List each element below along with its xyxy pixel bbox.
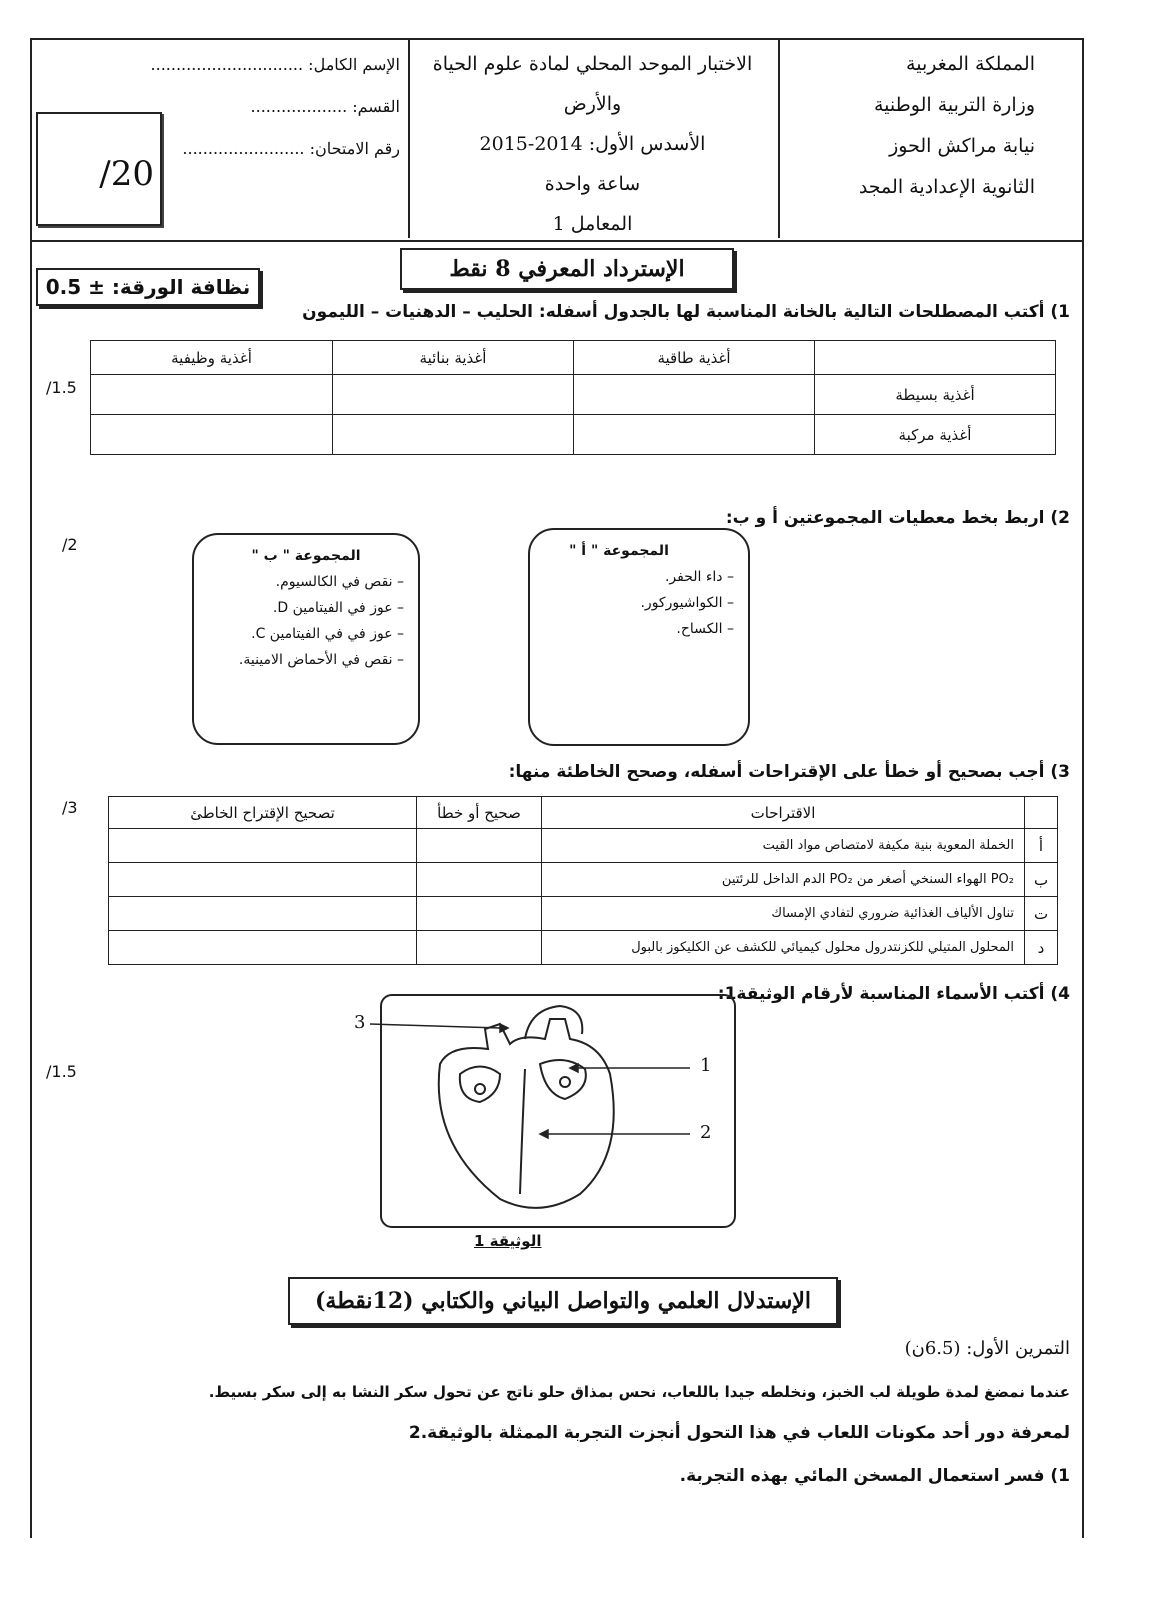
exam-title: الاختبار الموحد المحلي لمادة علوم الحياة — [432, 53, 753, 75]
q2-text: 2) اربط بخط معطيات المجموعتين أ و ب: — [725, 508, 1070, 528]
group-b-item: – نقص في الأحماض الامينية. — [238, 652, 404, 668]
arrow-3 — [370, 1024, 500, 1028]
q3-row-letter: أ — [1025, 829, 1058, 863]
q3-col-true-false: صحيح أو خطأ — [417, 797, 542, 829]
arrow-3-head — [500, 1024, 508, 1032]
exam-coefficient: المعامل 1 — [552, 213, 633, 235]
q3-text: 3) أجب بصحيح أو خطأ على الإقتراحات أسفله، وصحح الخاطئة منها: — [508, 762, 1070, 782]
q1-mark: /1.5 — [46, 378, 77, 397]
q1-col-building: أغذية بنائية — [333, 341, 574, 375]
q1-row-compound: أغذية مركبة — [815, 415, 1056, 455]
group-b-item: – نقص في الكالسيوم. — [275, 574, 404, 590]
q3-col-letter — [1025, 797, 1058, 829]
header-divider-left — [408, 38, 410, 238]
q1-cell[interactable] — [91, 375, 333, 415]
heart-septum — [520, 1069, 525, 1194]
q3-answer-cell[interactable] — [417, 829, 542, 863]
q3-correction-cell[interactable] — [109, 863, 417, 897]
group-b-box — [192, 533, 420, 745]
group-a-box — [528, 528, 750, 746]
q3-correction-cell[interactable] — [109, 829, 417, 863]
valve-right — [560, 1077, 570, 1087]
right-atrium-wall — [540, 1060, 586, 1099]
arrow-1-head — [570, 1064, 578, 1072]
arrow-2-head — [540, 1130, 548, 1138]
q4-mark: /1.5 — [46, 1062, 77, 1081]
group-b-item: – عوز في في الفيتامين C. — [251, 626, 404, 642]
q3-col-proposals: الاقتراحات — [542, 797, 1025, 829]
header-delegation: نيابة مراكش الحوز — [889, 135, 1035, 157]
header-ministry: وزارة التربية الوطنية — [874, 94, 1035, 116]
q3-answer-cell[interactable] — [417, 897, 542, 931]
q1-cell[interactable] — [574, 375, 815, 415]
exam-semester: الأسدس الأول: 2014-2015 — [479, 133, 706, 155]
q1-row-simple: أغذية بسيطة — [815, 375, 1056, 415]
group-a-title: المجموعة " أ " — [569, 543, 669, 559]
label-2: 2 — [700, 1122, 712, 1143]
header-center — [415, 44, 770, 244]
q3-row-letter: د — [1025, 931, 1058, 965]
full-name-field[interactable]: الإسم الكامل: .............................. — [150, 55, 400, 74]
class-field[interactable]: القسم: ................... — [250, 97, 400, 116]
q1-table — [90, 340, 1056, 455]
exam-subject-cont: والأرض — [563, 93, 622, 115]
exercise1-question1: 1) فسر استعمال المسخن المائي بهذه التجربة. — [679, 1466, 1070, 1486]
exam-duration: ساعة واحدة — [544, 173, 641, 195]
q1-text: 1) أكتب المصطلحات التالية بالخانة المناسبة لها بالجدول أسفله: الحليب – الدهنيات – الليمون — [302, 302, 1070, 322]
exercise1-paragraph1: عندما نمضغ لمدة طويلة لب الخبز، ونخلطه جيدا باللعاب، نحس بمذاق حلو ناتج عن تحول سكر النشا به إلى سكر بسيط. — [208, 1383, 1070, 1401]
header-school: الثانوية الإعدادية المجد — [858, 176, 1035, 198]
group-b-title: المجموعة " ب " — [251, 548, 361, 564]
heart-outline — [439, 1019, 614, 1208]
section2-title: الإستدلال العلمي والتواصل البياني والكتابي (12نقطة) — [288, 1277, 838, 1325]
valve-left — [475, 1084, 485, 1094]
q3-row-text: PO₂ الهواء السنخي أصغر من PO₂ الدم الداخل للرئتين — [542, 863, 1025, 897]
q1-cell[interactable] — [333, 415, 574, 455]
q3-row-text: تناول الألياف الغذائية ضروري لتفادي الإمساك — [542, 897, 1025, 931]
neatness-box: نظافة الورقة: ± 0.5 — [36, 268, 260, 306]
q3-row-text: الخملة المعوية بنية مكيفة لامتصاص مواد القيت — [542, 829, 1025, 863]
score-box — [36, 112, 162, 226]
q2-mark: /2 — [62, 535, 78, 554]
exercise1-paragraph2: لمعرفة دور أحد مكونات اللعاب في هذا التحول أنجزت التجربة الممثلة بالوثيقة.2 — [408, 1423, 1070, 1443]
group-b-item: – عوز في الفيتامين D. — [272, 600, 404, 616]
q3-answer-cell[interactable] — [417, 931, 542, 965]
exercise1-title: التمرين الأول: (6.5ن) — [904, 1338, 1070, 1359]
q3-row-text: المحلول المتيلي للكزنتدرول محلول كيميائي للكشف عن الكليكوز بالبول — [542, 931, 1025, 965]
q3-correction-cell[interactable] — [109, 897, 417, 931]
q3-mark: /3 — [62, 798, 78, 817]
q3-col-correction: تصحيح الإقتراح الخاطئ — [109, 797, 417, 829]
group-a-item: – الكساح. — [676, 621, 734, 637]
q1-cell[interactable] — [91, 415, 333, 455]
document1-caption: الوثيقة 1 — [474, 1232, 542, 1250]
q3-answer-cell[interactable] — [417, 863, 542, 897]
header-kingdom: المملكة المغربية — [906, 53, 1035, 75]
score-value: /20 — [99, 154, 154, 194]
group-a-item: – الكواشيوركور. — [640, 595, 734, 611]
group-a-item: – داء الحفر. — [664, 569, 734, 585]
q3-correction-cell[interactable] — [109, 931, 417, 965]
exam-number-field[interactable]: رقم الامتحان: ........................ — [182, 139, 400, 158]
q1-col-empty — [815, 341, 1056, 375]
q1-col-functional: أغذية وظيفية — [91, 341, 333, 375]
q4-text: 4) أكتب الأسماء المناسبة لأرقام الوثيقة1: — [717, 984, 1070, 1004]
q1-cell[interactable] — [333, 375, 574, 415]
aorta-arch — [525, 1006, 582, 1039]
section1-title: الإسترداد المعرفي 8 نقط — [400, 248, 734, 290]
q3-table — [108, 796, 1058, 965]
header-divider-right — [778, 38, 780, 238]
heart-diagram — [350, 994, 770, 1224]
header-right — [790, 44, 1035, 208]
label-1: 1 — [700, 1055, 712, 1076]
q1-col-energy: أغذية طاقية — [574, 341, 815, 375]
q3-row-letter: ت — [1025, 897, 1058, 931]
q1-cell[interactable] — [574, 415, 815, 455]
label-3: 3 — [354, 1012, 366, 1033]
q3-row-letter: ب — [1025, 863, 1058, 897]
